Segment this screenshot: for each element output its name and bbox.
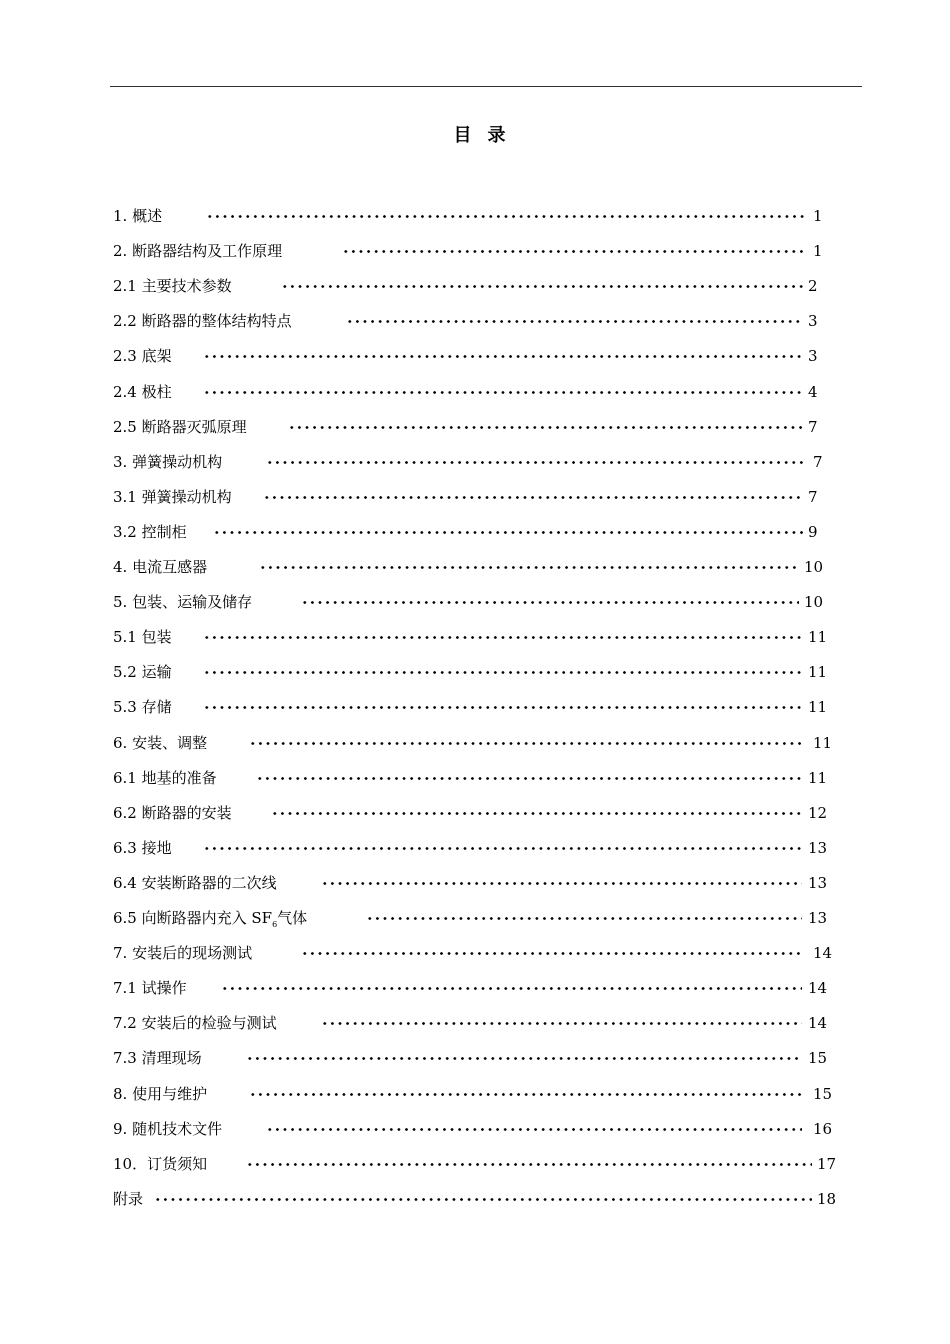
toc-entry-page-number: 15 <box>808 1049 828 1068</box>
toc-dot-leader <box>203 391 804 394</box>
toc-dot-leader <box>249 742 802 745</box>
toc-entry[interactable] <box>113 555 830 579</box>
toc-entry-label: 9. 随机技术文件 <box>113 1119 223 1138</box>
toc-entry-label: 5.2 运输 <box>113 663 172 682</box>
toc-entry[interactable] <box>113 1152 837 1176</box>
toc-entry-page-number: 11 <box>808 768 828 787</box>
toc-entry-page-number: 13 <box>808 838 828 857</box>
toc-entry[interactable] <box>113 1117 833 1141</box>
toc-entry-label: 7.1 试操作 <box>113 979 187 998</box>
toc-entry-label: 7.3 清理现场 <box>113 1049 202 1068</box>
toc-entry[interactable] <box>113 766 830 790</box>
toc-entry-label: 5. 包装、运输及储存 <box>113 593 253 612</box>
toc-entry-page-number: 18 <box>817 1189 837 1208</box>
toc-entry-label: 2.5 断路器灭弧原理 <box>113 417 247 436</box>
toc-dot-leader <box>203 847 802 850</box>
toc-entry-page-number: 14 <box>813 944 833 963</box>
toc-entry-label: 3.1 弹簧操动机构 <box>113 487 232 506</box>
toc-entry-label: 6.5 向断路器内充入 $SF_6$气体 <box>113 909 308 929</box>
toc-entry-label: 3.2 控制柜 <box>113 522 187 541</box>
toc-entry-label: 2. 断路器结构及工作原理 <box>113 242 283 261</box>
toc-entry[interactable] <box>113 1082 833 1106</box>
toc-entry-page-number: 3 <box>808 347 818 366</box>
toc-dot-leader <box>246 1057 802 1060</box>
toc-entry[interactable] <box>113 520 830 544</box>
toc-entry[interactable] <box>113 660 830 684</box>
toc-entry-page-number: 9 <box>808 522 818 541</box>
toc-entry-page-number: 1 <box>813 242 823 261</box>
toc-entry-label: 7. 安装后的现场测试 <box>113 944 253 963</box>
toc-entry-page-number: 7 <box>808 417 818 436</box>
toc-dot-leader <box>154 1198 812 1201</box>
toc-dot-leader <box>256 777 802 780</box>
toc-entry-page-number: 15 <box>813 1084 833 1103</box>
toc-entry[interactable] <box>113 344 830 368</box>
toc-entry-page-number: 10 <box>804 558 824 576</box>
toc-dot-leader <box>206 215 806 218</box>
toc-dot-leader <box>321 882 802 885</box>
toc-entry-label: 7.2 安装后的检验与测试 <box>113 1014 277 1033</box>
toc-entry[interactable] <box>113 380 830 404</box>
toc-entry-label-tail: 气体 <box>277 909 308 927</box>
toc-entry-label: 6.4 安装断路器的二次线 <box>113 873 277 892</box>
toc-entry[interactable] <box>113 625 830 649</box>
toc-entry-label: 5.3 存储 <box>113 698 172 717</box>
toc-dot-leader <box>342 250 806 253</box>
toc-entry-page-number: 1 <box>813 207 823 225</box>
toc-dot-leader <box>259 566 799 569</box>
toc-entry-label: 6.2 断路器的安装 <box>113 803 232 822</box>
toc-entry[interactable] <box>113 450 830 474</box>
toc-entry[interactable] <box>113 906 830 930</box>
toc-entry-label: 2.4 极柱 <box>113 382 172 401</box>
toc-entry[interactable] <box>113 239 830 263</box>
toc-dot-leader <box>221 987 802 990</box>
toc-dot-leader <box>203 636 802 639</box>
toc-entry[interactable] <box>113 801 830 825</box>
toc-entry-label: 6.1 地基的准备 <box>113 768 217 787</box>
toc-entry-page-number: 13 <box>808 873 828 892</box>
toc-entry-page-number: 11 <box>808 698 828 717</box>
toc-entry-label: 附录 <box>113 1189 144 1208</box>
toc-entry-page-number: 11 <box>813 733 833 752</box>
toc-dot-leader <box>281 285 804 288</box>
toc-entry-page-number: 12 <box>808 803 828 822</box>
toc-entry-label: 3. 弹簧操动机构 <box>113 452 223 471</box>
toc-dot-leader <box>346 320 804 323</box>
toc-entry[interactable] <box>113 695 830 719</box>
toc-entry[interactable] <box>113 1046 830 1070</box>
toc-entry[interactable] <box>113 415 830 439</box>
toc-dot-leader <box>213 531 804 534</box>
toc-entry-label: 6. 安装、调整 <box>113 733 208 752</box>
toc-entry[interactable] <box>113 309 830 333</box>
toc-entry[interactable] <box>113 274 830 298</box>
toc-entry[interactable] <box>113 1011 830 1035</box>
toc-entry-page-number: 17 <box>817 1154 837 1173</box>
toc-dot-leader <box>203 671 802 674</box>
toc-entry[interactable] <box>113 204 830 228</box>
toc-entry-page-number: 14 <box>808 1014 828 1033</box>
toc-dot-leader <box>203 706 802 709</box>
toc-dot-leader <box>266 1128 802 1131</box>
toc-entry[interactable] <box>113 485 830 509</box>
toc-entry-label: 2.1 主要技术参数 <box>113 277 232 296</box>
toc-entry-label: 8. 使用与维护 <box>113 1084 208 1103</box>
toc-dot-leader <box>321 1022 802 1025</box>
toc-dot-leader <box>301 952 802 955</box>
toc-dot-leader <box>271 812 802 815</box>
toc-entry-label: 2.3 底架 <box>113 347 172 366</box>
toc-entry-label: 1. 概述 <box>113 207 163 225</box>
toc-dot-leader <box>246 1163 812 1166</box>
toc-entry[interactable] <box>113 976 830 1000</box>
toc-entry[interactable] <box>113 590 830 614</box>
toc-dot-leader <box>366 917 802 920</box>
toc-entry[interactable] <box>113 871 830 895</box>
toc-entry-page-number: 4 <box>808 382 818 401</box>
toc-entry-label: 6.3 接地 <box>113 838 172 857</box>
toc-entry-label: 4. 电流互感器 <box>113 558 208 576</box>
toc-dot-leader <box>301 601 799 604</box>
toc-dot-leader <box>249 1093 802 1096</box>
toc-entry-page-number: 11 <box>808 628 828 647</box>
toc-dot-leader <box>263 496 804 499</box>
toc-entry[interactable] <box>113 731 833 755</box>
toc-dot-leader <box>266 461 804 464</box>
toc-entry-page-number: 13 <box>808 909 828 927</box>
toc-entry[interactable] <box>113 941 833 965</box>
toc-entry-label: 5.1 包装 <box>113 628 172 647</box>
toc-entry-page-number: 7 <box>813 452 823 471</box>
toc-dot-leader <box>288 426 804 429</box>
toc-entry-page-number: 16 <box>813 1119 833 1138</box>
toc-entry[interactable] <box>113 836 830 860</box>
toc-entry-page-number: 2 <box>808 277 818 296</box>
toc-entry-subscript: 6 <box>272 920 278 929</box>
toc-entry-page-number: 10 <box>804 593 824 612</box>
toc-entry-page-number: 7 <box>808 487 818 506</box>
toc-entry-page-number: 3 <box>808 312 818 331</box>
toc-entry-label: 2.2 断路器的整体结构特点 <box>113 312 292 331</box>
toc-entry-label: 10．订货须知 <box>113 1154 208 1173</box>
toc-entry-page-number: 11 <box>808 663 828 682</box>
toc-entry[interactable] <box>113 1187 837 1211</box>
toc-entry-page-number: 14 <box>808 979 828 998</box>
page-title: 目录 <box>453 125 522 146</box>
toc-dot-leader <box>203 355 804 358</box>
